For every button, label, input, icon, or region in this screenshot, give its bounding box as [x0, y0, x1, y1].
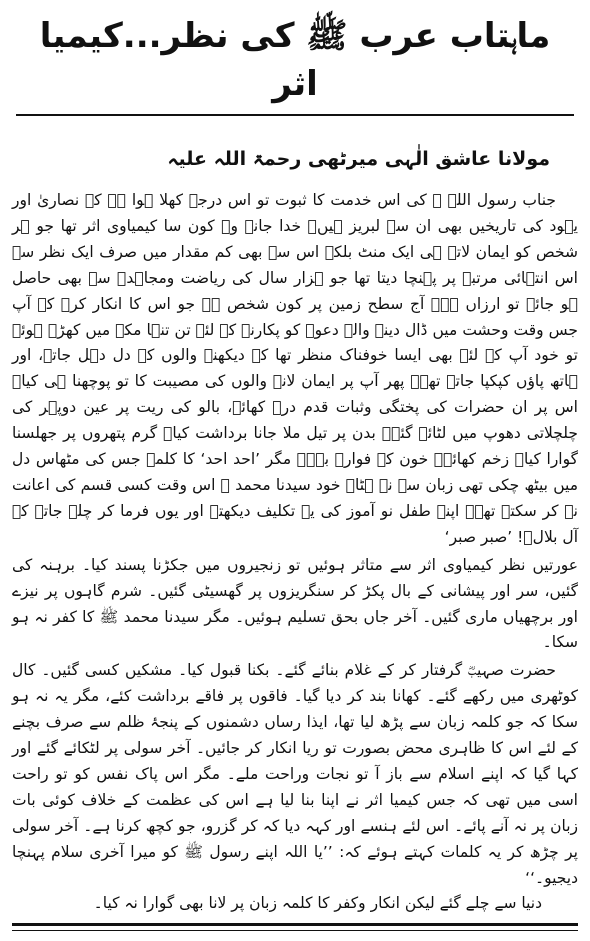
article-author: مولانا عاشق الٰہی میرٹھی رحمۃ اللہ علیہ: [167, 148, 550, 170]
paragraph-3: حضرت صہیبؓ گرفتار کر کے غلام بنائے گئے۔ بکنا قبول کیا۔ مشکیں کسی گئیں۔ کال کوٹھری میں رکھے گئے۔ کھانا بند کر دیا گیا۔ فاقوں پر فاقے برداشت کئے، مگر یہ نہ ہو سکا کہ جو کلمہ زبان سے پڑھ لیا تھا، ایذا رساں دشمنوں کے پنجۂ ظلم سے صرف بچنے کے لئے اس کا ظاہری محض بصورت تو ریا انکار کر جائیں۔ آخر سولی پر لٹکائے گئے اور کہا گیا کہ اپنے اسلام سے باز آ تو نجات وراحت ملے۔ مگر اس پاک نفس کو تو راحت اسی میں تھی کہ جس کیمیا اثر نے اپنا بنا لیا ہے اس کی عظمت کے خلاف کوئی بات زبان پر نہ آنے پائے۔ اس لئے ہنسے اور کہہ دیا کہ کر گزرو، جو کچھ کرنا ہے۔ آخر سولی پر چڑھ کر یہ کلمات کہتے ہوئے کہ: ’’یا اللہ اپنے رسول ﷺ کو میرا آخری سلام پہنچا دیجیو۔‘‘: [12, 661, 578, 887]
page: [0, 12, 590, 941]
paragraph-2: عورتیں نظر کیمیاوی اثر سے متاثر ہوئیں تو زنجیروں میں جکڑنا پسند کیا۔ برہنہ کی گئیں، سر اور پیشانی کے بال پکڑ کر سنگریزوں پر گھسیٹی گئیں۔ شرم گاہوں پر نیزے اور برچھیاں ماری گئیں۔ آخر جاں بحق تسلیم ہوئیں۔ مگر سیدنا محمد ﷺ کا کفر نہ ہو سکا۔: [12, 555, 578, 652]
paragraph-1: جناب رسول اللہ ﷺ کی اس خدمت کا ثبوت تو اس درجہ کھلا ہوا ہے کہ نصاریٰ اور یہود کی تاریخیں بھی ان سے لبریز ہیں۔ خدا جانے وہ کون سا کیمیاوی اثر تھا جو ہر شخص کو ایمان لاتے ہی ایک منٹ بلکہ اس سے بھی کم مقدار میں صرف ایک نظر سے اس انتہائی مرتبہ پر پہنچا دیتا تھا جو ہزار سال کی ریاضت ومجاہدہ سے بھی حاصل ہو جائے تو ارزاں ہے۔ آج سطح زمین پر کون شخص ہے جو اس کا انکار کرے کہ آپ جس وقت وحشت میں ڈال دینے والے دعوے کو پکارنے کے لئے تن تنہا مکہ میں کھڑے ہوئے تو خود آپ کے لئے بھی ایسا خوفناک منظر تھا کہ دیکھنے والوں کے دل دہل جاتے، اور ہاتھ پاؤں کپکپا جاتے تھے۔ پھر آپ پر ایمان لانے والوں کی مصیبت کا تو پوچھنا ہی کیا۔ اس پر ان حضرات کی پختگی وثبات قدم درے کھائے، بالو کی ریت پر عین دوپہر کی چلچلاتی دھوپ میں لٹائے گئے۔ بدن پر تیل ملا جانا برداشت کیا۔ گرم پتھروں پر جھلسنا گوارا کیا۔ زخم کھائے۔ خون کے فوارے بہے۔ مگر ’احد احد‘ کا کلمہ جس کی مٹھاس دل میں بیٹھ چکی تھی زبان سے نہ ہٹا۔ خود سیدنا محمد ﷺ اس وقت کسی قسم کی اعانت نہ کر سکتے تھے۔ اپنے طفل نو آموز کی یہ تکلیف دیکھتے اور یوں فرما کر چلے جاتے کہ آل بلالؓ! ’صبر صبر‘: [12, 191, 578, 546]
title-divider: [16, 114, 574, 116]
paragraph-4: دنیا سے چلے گئے لیکن انکار وکفر کا کلمہ زبان پر لانا بھی گوارا نہ کیا۔: [93, 894, 542, 913]
article-title: ماہتاب عرب ﷺ کی نظر...کیمیا اثر: [39, 16, 551, 104]
bottom-divider: [12, 923, 578, 931]
article-body: [12, 188, 578, 917]
